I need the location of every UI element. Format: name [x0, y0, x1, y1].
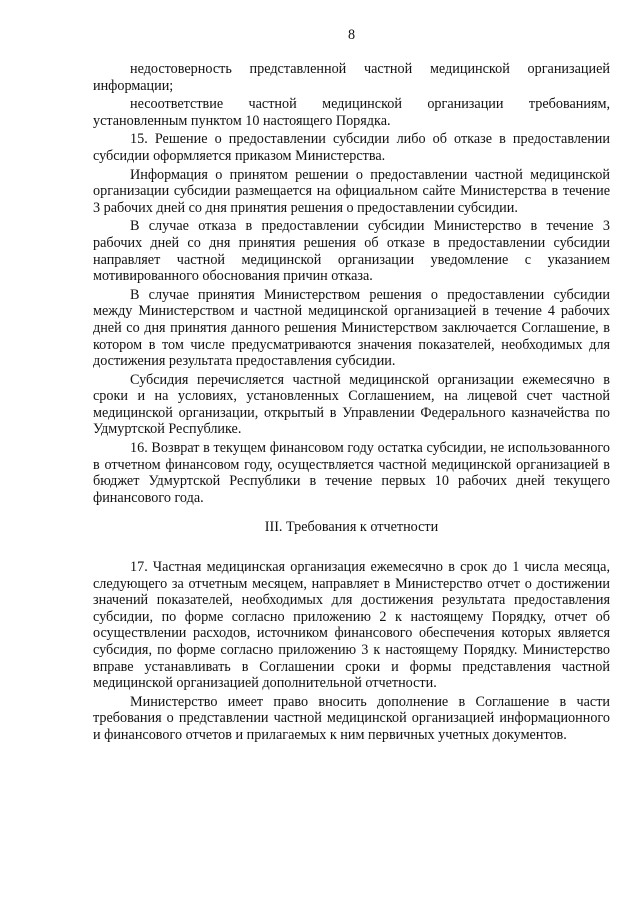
paragraph-item-17: 17. Частная медицинская организация ежемесячно в срок до 1 числа месяца, следующего за отчетным месяцем, направляет в Министерство отчет о достижении значений показателей, необходимых для достижения результата предоставления субсидии, по форме согласно приложению 2 к настоящему Порядку, отчет об осуществлении расходов, источником финансового обеспечения которых является субсидия, по форме согласно приложению 3 к настоящему Порядку. Министерство вправе устанавливать в Соглашении сроки и формы представления частной медицинской организацией дополнительной отчетности. — [93, 559, 610, 692]
paragraph-amendment: Министерство имеет право вносить дополнение в Соглашение в части требования о представлении частной медицинской организацией информационного и финансового отчетов и прилагаемых к ним первичных учетных документов. — [93, 693, 610, 743]
paragraph-decision-info: Информация о принятом решении о предоставлении частной медицинской организации субсидии размещается на официальном сайте Министерства в течение 3 рабочих дней со дня принятия решения о предоставлении субсидии. — [93, 166, 610, 216]
paragraph-refusal: В случае отказа в предоставлении субсидии Министерство в течение 3 рабочих дней со дня принятия решения об отказе в предоставлении субсидии направляет частной медицинской организации уведомление с указанием мотивированного обоснования причин отказа. — [93, 218, 610, 285]
paragraph-agreement: В случае принятия Министерством решения о предоставлении субсидии между Министерством и частной медицинской организацией в течение 4 рабочих дней со дня принятия данного решения Министерством заключается Соглашение, в котором в том числе предусматриваются значения показателей, необходимых для достижения результата предоставления субсидии. — [93, 286, 610, 370]
paragraph-unreliable-info: недостоверность представленной частной медицинской организацией информации; — [93, 61, 610, 94]
page-number: 8 — [347, 27, 356, 43]
section-heading: III. Требования к отчетности — [264, 519, 439, 536]
paragraph-item-16: 16. Возврат в текущем финансовом году остатка субсидии, не использованного в отчетном финансовом году, осуществляется частной медицинской организацией в бюджет Удмуртской Республики в течение первых 10 рабочих дней текущего финансового года. — [93, 440, 610, 506]
paragraph-nonconformity: несоответствие частной медицинской организации требованиям, установленным пунктом 10 настоящего Порядка. — [93, 96, 610, 129]
paragraph-item-15: 15. Решение о предоставлении субсидии либо об отказе в предоставлении субсидии оформляется приказом Министерства. — [93, 131, 610, 164]
paragraph-transfer: Субсидия перечисляется частной медицинской организации ежемесячно в сроки и на условиях, установленных Соглашением, на лицевой счет частной медицинской организации, открытый в Управлении Федерального казначейства по Удмуртской Республике. — [93, 371, 610, 438]
document-page — [93, 27, 610, 746]
